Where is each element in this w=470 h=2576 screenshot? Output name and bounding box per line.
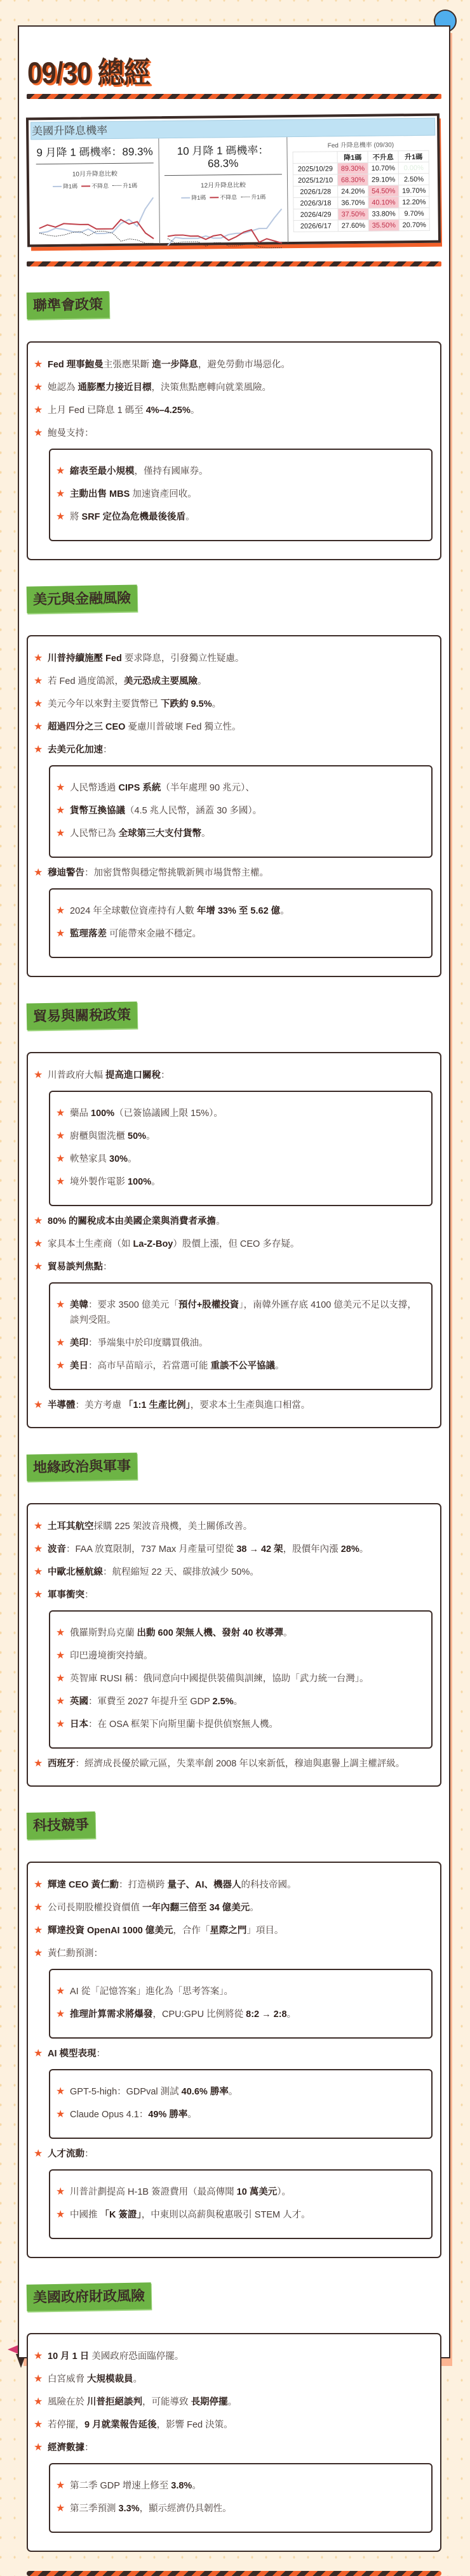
- star-bullet-icon: ★: [56, 782, 65, 793]
- list-item-text: 監理落差 可能帶來金融不穩定。: [70, 929, 202, 939]
- list-item: [34, 1237, 433, 1252]
- list-item-text: 上月 Fed 已降息 1 碼至 4%–4.25%。: [48, 405, 200, 416]
- section-content-box: [27, 1052, 441, 1428]
- star-bullet-icon: ★: [34, 1879, 43, 1890]
- list-item: [56, 2185, 424, 2200]
- series-line: [168, 230, 282, 244]
- table-row: [293, 196, 429, 209]
- star-bullet-icon: ★: [34, 428, 43, 438]
- list-item-text: 風險在於 川普拒絕談判，可能導致 長期停擺。: [48, 2397, 238, 2407]
- rate-probability-table: Fed 升降息機率 (09/30) 降1碼 不升息 升1碼 2025/10/29 89.30% 10.70% 0.00% 2025/12/10 68.30% 29.10% 2.50% 2026/1/28 24.20% 54.50% 19.70% 2026/3/18 36.70% 40.10% 12.20% 2026/4/29 37.50% 33.80% 9.70% 2026/6/17 27.60% 35.50% 20.70%: [292, 138, 430, 232]
- sub-list-box: [49, 1969, 433, 2039]
- list-item-text: 美日：高市早苗暗示，若當選可能 重談不公平協議。: [70, 1361, 285, 1371]
- list-item: [34, 697, 433, 712]
- list-item-text: Fed 理事鮑曼主張應果斷 進一步降息，避免勞動市場惡化。: [48, 360, 290, 370]
- list-item: [34, 2440, 433, 2455]
- list-item: [34, 1398, 433, 1413]
- list-item-text: 80% 的關稅成本由美國企業與消費者承擔。: [48, 1216, 225, 1226]
- list-item-text: 川普計劃提高 H-1B 簽證費用（最高傳聞 10 萬美元）。: [70, 2187, 292, 2197]
- star-bullet-icon: ★: [56, 905, 65, 916]
- star-bullet-icon: ★: [34, 1216, 43, 1226]
- section-heading: [27, 2284, 441, 2310]
- list-item-text: 白宮威脅 大規模裁員。: [48, 2374, 143, 2384]
- list-item: [34, 720, 433, 735]
- list-item: [56, 1106, 424, 1121]
- sections-container: [27, 292, 441, 2552]
- list-item: [34, 1214, 433, 1229]
- star-bullet-icon: ★: [56, 1627, 65, 1638]
- list-item: [34, 651, 433, 666]
- list-item: [56, 509, 424, 525]
- list-item: [34, 2417, 433, 2433]
- line-chart: [163, 203, 285, 265]
- star-bullet-icon: ★: [34, 1567, 43, 1577]
- star-bullet-icon: ★: [34, 1925, 43, 1936]
- star-bullet-icon: ★: [56, 2480, 65, 2491]
- probability-cell: 19.70%: [399, 185, 429, 197]
- meeting-date-cell: 2026/1/28: [293, 186, 338, 198]
- star-bullet-icon: ★: [34, 653, 43, 664]
- list-item-text: 土耳其航空採購 225 架波音飛機，美土關係改善。: [48, 1521, 253, 1532]
- star-bullet-icon: ★: [56, 466, 65, 476]
- line-chart: [35, 192, 156, 253]
- meeting-date-cell: 2025/10/29: [293, 163, 337, 175]
- star-bullet-icon: ★: [56, 2503, 65, 2514]
- star-bullet-icon: ★: [34, 2374, 43, 2384]
- probability-cell: 37.50%: [338, 208, 368, 220]
- list-item-text: 半導體：美方考慮 「1:1 生產比例」，要求本土生產與進口相當。: [48, 1400, 311, 1410]
- list-item-text: 推理計算需求將爆發，CPU:GPU 比例將從 8:2 → 2:8。: [70, 2009, 297, 2020]
- star-bullet-icon: ★: [34, 1902, 43, 1913]
- star-bullet-icon: ★: [34, 2148, 43, 2159]
- section-content-box: [27, 635, 441, 977]
- star-bullet-icon: ★: [34, 2419, 43, 2430]
- star-bullet-icon: ★: [56, 511, 65, 522]
- star-bullet-icon: ★: [34, 1261, 43, 1272]
- star-bullet-icon: ★: [56, 1337, 65, 1348]
- section-title-tag: 地緣政治與軍事: [27, 1452, 138, 1481]
- list-item: [56, 464, 424, 479]
- list-item: [56, 926, 424, 942]
- list-item-text: 中歐北極航線：航程縮短 22 天、碳排放減少 50%。: [48, 1567, 259, 1577]
- divider-stripe: [27, 94, 441, 99]
- star-bullet-icon: ★: [34, 1070, 43, 1081]
- star-bullet-icon: ★: [34, 1521, 43, 1532]
- star-bullet-icon: ★: [34, 2442, 43, 2453]
- probability-cell: 12.20%: [399, 196, 429, 208]
- list-item-text: 她認為 通膨壓力接近目標，決策焦點應轉向就業風險。: [48, 383, 272, 393]
- section-heading: [27, 292, 441, 319]
- probability-cell: 54.50%: [368, 185, 399, 197]
- list-item: [34, 2146, 433, 2162]
- figure-title: 美國升降息機率: [30, 118, 435, 140]
- list-item-text: 俄羅斯對烏克蘭 出動 600 架無人機、發射 40 枚導彈。: [70, 1628, 293, 1638]
- sub-list-box: [49, 2169, 433, 2239]
- section-heading: [27, 1812, 441, 1839]
- star-bullet-icon: ★: [56, 928, 65, 939]
- list-item-text: GPT-5-high：GDPval 測試 40.6% 勝率。: [70, 2087, 238, 2097]
- star-bullet-icon: ★: [34, 744, 43, 755]
- list-item: [34, 1068, 433, 1083]
- list-item-text: 縮表至最小規模，僅持有國庫券。: [70, 466, 208, 476]
- list-item: [56, 1174, 424, 1190]
- star-bullet-icon: ★: [56, 1696, 65, 1707]
- sub-list-box: [49, 1091, 433, 1206]
- probability-cell: 33.80%: [368, 208, 399, 220]
- list-item: [56, 1626, 424, 1641]
- list-item-text: 川普持續施壓 Fed 要求降息，引發獨立性疑慮。: [48, 654, 245, 664]
- probability-cell: 35.50%: [368, 220, 399, 232]
- list-item-text: 軟墊家具 30%。: [70, 1154, 137, 1164]
- section-content-box: [27, 1503, 441, 1787]
- star-bullet-icon: ★: [56, 805, 65, 816]
- list-item: [56, 1671, 424, 1686]
- list-item-text: 川普政府大幅 提高進口關稅：: [48, 1070, 170, 1081]
- list-item-text: 輝達 CEO 黃仁勳：打造橫跨 量子、AI、機器人的科技帝國。: [48, 1880, 297, 1890]
- list-item: [56, 826, 424, 841]
- series-line: [39, 220, 154, 240]
- section-heading: [27, 586, 441, 612]
- list-item: [34, 1565, 433, 1580]
- star-bullet-icon: ★: [34, 1589, 43, 1600]
- list-item: [34, 1946, 433, 1961]
- sub-list-box: [49, 2069, 433, 2139]
- list-item: [34, 357, 433, 372]
- star-bullet-icon: ★: [34, 1239, 43, 1249]
- star-bullet-icon: ★: [56, 2186, 65, 2197]
- star-bullet-icon: ★: [56, 1299, 65, 1310]
- star-bullet-icon: ★: [56, 828, 65, 839]
- star-bullet-icon: ★: [34, 359, 43, 370]
- star-bullet-icon: ★: [56, 1719, 65, 1730]
- star-bullet-icon: ★: [34, 405, 43, 416]
- list-item-text: 日本：在 OSA 框架下向斯里蘭卡提供偵察無人機。: [70, 1719, 278, 1730]
- table-row: [293, 162, 429, 174]
- list-item: [56, 487, 424, 502]
- list-item: [34, 742, 433, 758]
- sub-list-box: [49, 888, 433, 958]
- series-line: [39, 231, 154, 245]
- list-item-text: 印巴邊境衝突持續。: [70, 1651, 153, 1661]
- list-item: [34, 1923, 433, 1938]
- star-bullet-icon: ★: [56, 1650, 65, 1661]
- meeting-date-cell: 2026/6/17: [293, 220, 338, 232]
- list-item: [56, 1648, 424, 1664]
- list-item-text: 鮑曼支持：: [48, 428, 94, 438]
- chart-title: 10月升降息比較: [72, 170, 118, 178]
- star-bullet-icon: ★: [34, 2048, 43, 2059]
- divider-stripe: [27, 2571, 441, 2576]
- star-bullet-icon: ★: [34, 1544, 43, 1554]
- star-bullet-icon: ★: [34, 1400, 43, 1410]
- section-content-box: [27, 1862, 441, 2258]
- list-item: [34, 1519, 433, 1534]
- list-item: [56, 2084, 424, 2100]
- list-item: [34, 426, 433, 441]
- probability-cell: 40.10%: [368, 197, 399, 209]
- list-item-text: 英國：軍費至 2027 年提升至 GDP 2.5%。: [70, 1697, 243, 1707]
- list-item-text: 若 Fed 過度鴿派，美元恐成主要風險。: [48, 676, 207, 687]
- star-bullet-icon: ★: [56, 1153, 65, 1164]
- probability-cell: 27.60%: [338, 220, 368, 232]
- list-item: [56, 803, 424, 818]
- meeting-date-cell: 2026/3/18: [293, 197, 338, 209]
- section-title-tag: 聯準會政策: [27, 291, 110, 319]
- list-item-text: 美元今年以來對主要貨幣已 下跌約 9.5%。: [48, 699, 222, 709]
- table-row: [293, 173, 429, 186]
- section-heading: [27, 1002, 441, 1029]
- chart-legend: 降1碼 不降息 升1碼: [163, 192, 283, 202]
- list-item-text: 公司長期股權投資價值 一年內翻三倍至 34 億美元。: [48, 1903, 259, 1913]
- star-bullet-icon: ★: [56, 2009, 65, 2020]
- section-title-tag: 貿易與關稅政策: [27, 1001, 138, 1030]
- star-bullet-icon: ★: [34, 1758, 43, 1769]
- list-item-text: 主動出售 MBS 加速資產回收。: [70, 489, 197, 499]
- list-item-text: 黃仁勳預測：: [48, 1948, 103, 1959]
- list-item: [34, 2395, 433, 2410]
- star-bullet-icon: ★: [56, 1986, 65, 1997]
- list-item: [34, 1877, 433, 1893]
- list-item: [34, 1756, 433, 1771]
- panel-headline: 10 月降 1 碼機率：68.3%: [164, 141, 282, 176]
- list-item: [56, 780, 424, 796]
- star-bullet-icon: ★: [34, 1948, 43, 1959]
- list-item-text: 第二季 GDP 增速上修至 3.8%。: [70, 2481, 201, 2491]
- probability-cell: 89.30%: [337, 162, 368, 174]
- list-item: [56, 1717, 424, 1732]
- list-item-text: Claude Opus 4.1：49% 勝率。: [70, 2110, 197, 2120]
- list-item: [34, 2046, 433, 2061]
- list-item-text: 輝達投資 OpenAI 1000 億美元，合作「星際之門」項目。: [48, 1926, 284, 1936]
- list-item: [56, 2207, 424, 2223]
- list-item: [34, 1587, 433, 1603]
- list-item: [34, 674, 433, 689]
- list-item-text: 人民幣已為 全球第三大支付貨幣。: [70, 829, 211, 839]
- page-title: 09/30 總經: [27, 56, 150, 89]
- list-item-text: 境外製作電影 100%。: [70, 1177, 161, 1187]
- chart-title: 12月升降息比較: [200, 181, 246, 190]
- list-item-text: 去美元化加速：: [48, 745, 112, 755]
- chart-panel-december: [159, 137, 288, 244]
- table-row: [293, 219, 429, 232]
- list-item: [56, 1984, 424, 1999]
- star-bullet-icon: ★: [56, 2109, 65, 2120]
- sub-list-box: [49, 1282, 433, 1390]
- chart-legend: 降1碼 不降息 升1碼: [35, 181, 155, 190]
- list-item: [56, 2007, 424, 2022]
- section-content-box: [27, 341, 441, 560]
- list-item-text: 家具本土生產商（如 La-Z-Boy）股價上漲，但 CEO 多存疑。: [48, 1239, 300, 1249]
- list-item-text: 人才流動：: [48, 2149, 94, 2159]
- star-bullet-icon: ★: [56, 2086, 65, 2097]
- list-item-text: 穆迪警告：加密貨幣與穩定幣挑戰新興市場貨幣主權。: [48, 868, 269, 878]
- list-item-text: 貿易談判焦點：: [48, 1262, 112, 1272]
- star-bullet-icon: ★: [56, 1176, 65, 1187]
- list-item-text: 英智庫 RUSI 稱：俄同意向中國提供裝備與訓練，協助「武力統一台灣」。: [70, 1674, 369, 1684]
- list-item: [56, 1694, 424, 1709]
- list-item: [56, 1336, 424, 1351]
- sub-list-box: [49, 1610, 433, 1749]
- section-title-tag: 科技競爭: [27, 1811, 96, 1839]
- table-caption: Fed 升降息機率 (09/30): [327, 141, 394, 150]
- star-bullet-icon: ★: [56, 1360, 65, 1371]
- list-item-text: 美印：爭端集中於印度購買俄油。: [70, 1338, 208, 1348]
- list-item-text: 波音：FAA 放寬限制，737 Max 月產量可望從 38 → 42 架，股價年內漲 28%。: [48, 1544, 369, 1554]
- list-item-text: 西班牙：經濟成長優於歐元區，失業率創 2008 年以來新低，穆迪與惠譽上調主權評級。: [48, 1759, 405, 1769]
- list-item: [34, 403, 433, 418]
- star-bullet-icon: ★: [56, 489, 65, 499]
- list-item: [56, 2501, 424, 2516]
- rate-table-panel: [287, 136, 436, 242]
- section-heading: [27, 1454, 441, 1480]
- list-item: [34, 1259, 433, 1275]
- star-bullet-icon: ★: [34, 867, 43, 878]
- list-item: [34, 1900, 433, 1916]
- list-item-text: 人民幣透過 CIPS 系統（半年處理 90 兆元）、: [70, 783, 255, 793]
- star-bullet-icon: ★: [34, 2396, 43, 2407]
- list-item-text: 經濟數據：: [48, 2443, 94, 2453]
- star-bullet-icon: ★: [34, 699, 43, 709]
- probability-cell: 0.00%: [398, 162, 429, 174]
- list-item: [56, 1358, 424, 1374]
- sub-list-box: [49, 765, 433, 858]
- list-item: [34, 2372, 433, 2387]
- list-item-text: 2024 年全球數位資產持有人數 年增 33% 至 5.62 億。: [70, 906, 290, 916]
- probability-cell: 29.10%: [368, 174, 399, 186]
- meeting-date-cell: 2026/4/29: [293, 209, 338, 221]
- meeting-date-cell: 2025/12/10: [293, 174, 337, 187]
- section-content-box: [27, 2333, 441, 2552]
- list-item-text: AI 從「記憶答案」進化為「思考答案」。: [70, 1987, 233, 1997]
- list-item-text: 若停擺，9 月就業報告延後，影響 Fed 決策。: [48, 2420, 233, 2430]
- probability-cell: 36.70%: [338, 197, 368, 209]
- list-item-text: 軍事衝突：: [48, 1590, 94, 1600]
- star-bullet-icon: ★: [34, 721, 43, 732]
- panel-headline: 9 月降 1 碼機率：89.3%: [36, 142, 153, 164]
- chart-panel-october: [30, 138, 160, 245]
- sub-list-box: [49, 449, 433, 541]
- list-item: [56, 2107, 424, 2122]
- sub-list-box: [49, 2463, 433, 2533]
- probability-cell: 20.70%: [399, 219, 429, 231]
- section-title-tag: 美元與金融風險: [27, 584, 138, 613]
- list-item-text: 將 SRF 定位為危機最後後盾。: [70, 512, 195, 522]
- table-row: [293, 207, 429, 220]
- star-bullet-icon: ★: [34, 676, 43, 687]
- list-item-text: 中國推 「K 簽證」，中東則以高薪與稅惠吸引 STEM 人才。: [70, 2210, 311, 2220]
- list-item: [34, 865, 433, 881]
- article-card: [18, 25, 450, 2514]
- list-item-text: 第三季預測 3.3%，顯示經濟仍具韌性。: [70, 2504, 232, 2514]
- section-title-tag: 美國政府財政風險: [27, 2282, 152, 2311]
- probability-cell: 24.20%: [338, 185, 368, 197]
- probability-cell: 10.70%: [368, 162, 398, 174]
- list-item-text: 貨幣互換協議（4.5 兆人民幣，涵蓋 30 多國）。: [70, 806, 262, 816]
- list-item-text: 超過四分之三 CEO 憂慮川普破壞 Fed 獨立性。: [48, 722, 241, 732]
- probability-cell: 9.70%: [399, 207, 429, 220]
- list-item: [56, 1129, 424, 1144]
- list-item: [56, 2478, 424, 2494]
- list-item-text: 10 月 1 日 美國政府恐面臨停擺。: [48, 2351, 184, 2362]
- list-item: [56, 1298, 424, 1328]
- list-item-text: 藥品 100%（已簽協議國上限 15%）。: [70, 1108, 223, 1119]
- probability-cell: 2.50%: [398, 173, 429, 185]
- list-item: [34, 2349, 433, 2364]
- table-row: [293, 185, 429, 197]
- rate-probability-figure: [27, 115, 441, 249]
- list-item-text: AI 模型表現：: [48, 2049, 106, 2059]
- list-item: [34, 380, 433, 395]
- list-item-text: 美韓：要求 3500 億美元「預付+股權投資」，南韓外匯存底 4100 億美元不足以支撐，談判受阻。: [70, 1300, 417, 1325]
- star-bullet-icon: ★: [34, 2351, 43, 2362]
- star-bullet-icon: ★: [56, 2209, 65, 2220]
- probability-cell: 68.30%: [338, 174, 368, 186]
- list-item: [34, 1542, 433, 1557]
- list-item: [56, 1152, 424, 1167]
- list-item-text: 廚櫃與盥洗櫃 50%。: [70, 1131, 156, 1141]
- star-bullet-icon: ★: [56, 1131, 65, 1141]
- list-item: [56, 904, 424, 919]
- star-bullet-icon: ★: [56, 1673, 65, 1684]
- star-bullet-icon: ★: [34, 382, 43, 393]
- star-bullet-icon: ★: [56, 1108, 65, 1119]
